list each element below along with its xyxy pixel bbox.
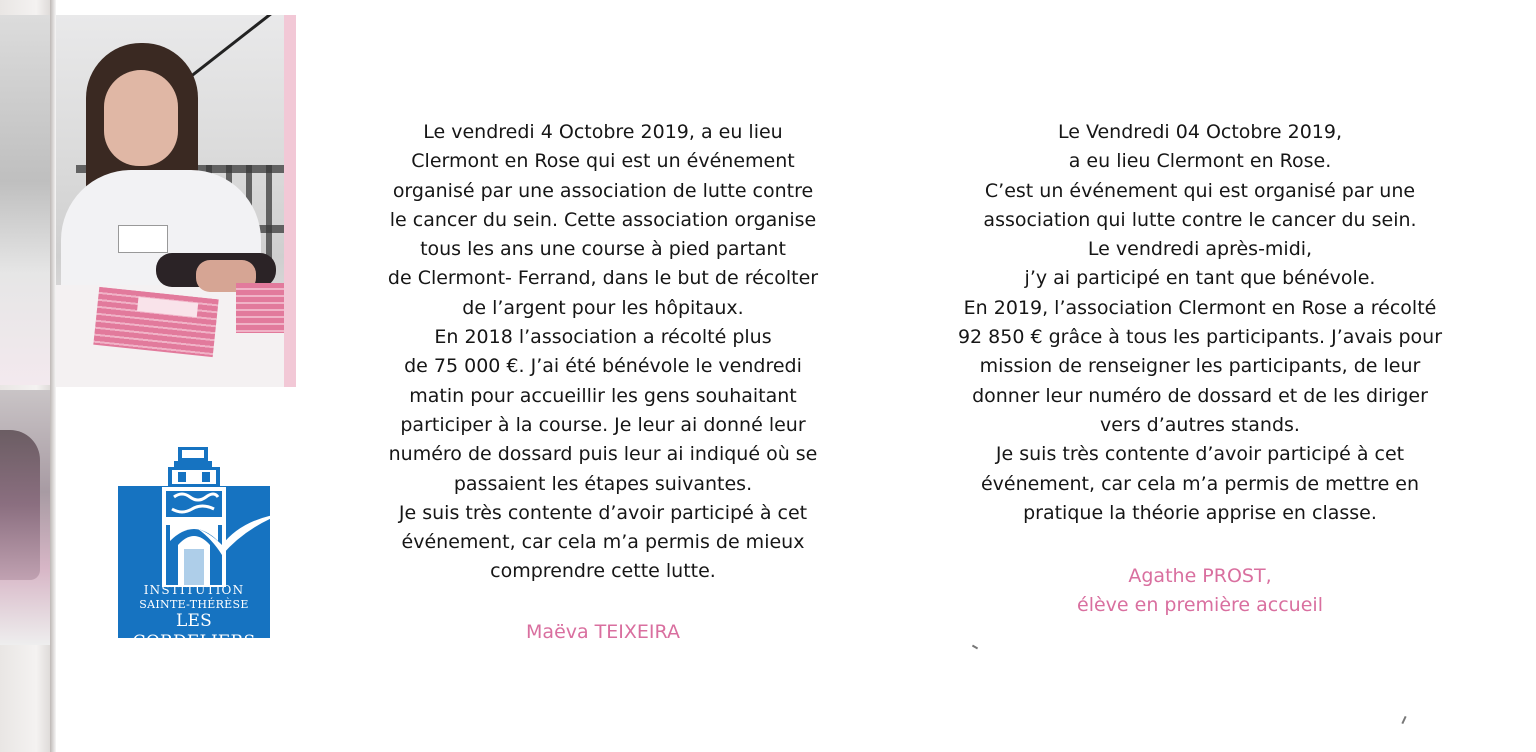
bib-stack (93, 287, 218, 357)
testimonial-line: Le vendredi 4 Octobre 2019, a eu lieu (423, 121, 783, 143)
signature-name: Agathe PROST, (1128, 565, 1272, 587)
testimonial-line: comprendre cette lutte. (490, 560, 716, 583)
testimonial-maeva (333, 118, 873, 587)
logo-caption (118, 583, 270, 653)
signature-role: élève en première accueil (1077, 594, 1323, 616)
testimonial-line: organisé par une association de lutte contre (392, 179, 814, 202)
logo-text-les-cordeliers: LES CORDELIERS (132, 611, 256, 652)
testimonial-line: tous les ans une course à pied partant (420, 238, 786, 261)
testimonial-line: donner leur numéro de dossard et de les diriger (972, 384, 1428, 407)
adjacent-page-photo-top (0, 15, 52, 385)
school-logo (118, 445, 270, 652)
testimonial-line: En 2019, l’association Clermont en Rose a récolté (963, 296, 1437, 319)
bib-number-label (137, 297, 198, 317)
logo-text-institution: INSTITUTION (143, 583, 245, 597)
print-speck (1401, 716, 1406, 724)
testimonial-line: Clermont en Rose qui est un événement (411, 150, 795, 173)
testimonial-line: Le Vendredi 04 Octobre 2019, (1057, 121, 1343, 143)
testimonial-line: Le vendredi après-midi, (1087, 238, 1313, 261)
testimonial-line: de l’argent pour les hôpitaux. (462, 296, 744, 319)
print-speck (972, 645, 978, 650)
photo-figure (0, 430, 40, 580)
testimonial-line: C’est un événement qui est organisé par une (984, 179, 1416, 202)
testimonial-line: association qui lutte contre le cancer du sein. (983, 208, 1417, 231)
volunteer-photo (56, 15, 284, 387)
testimonial-line: mission de renseigner les participants, de leur (979, 355, 1421, 378)
adjacent-page-photo-bottom (0, 390, 52, 645)
signature-maeva (433, 618, 773, 647)
testimonial-line: pratique la théorie apprise en classe. (1023, 501, 1377, 524)
testimonial-line: événement, car cela m’a permis de mieux (401, 531, 805, 554)
testimonial-line: participer à la course. Je leur ai donné leur (400, 413, 806, 436)
testimonial-line: a eu lieu Clermont en Rose. (1068, 150, 1332, 173)
testimonial-line: passaient les étapes suivantes. (453, 472, 753, 495)
bib-stack (236, 283, 284, 333)
signature-name: Maëva TEIXEIRA (526, 621, 680, 643)
testimonial-line: En 2018 l’association a récolté plus (434, 326, 772, 349)
testimonial-line: événement, car cela m’a permis de mettre en (980, 472, 1420, 495)
testimonial-line: Je suis très contente d’avoir participé à cet (995, 443, 1405, 466)
testimonial-agathe (900, 118, 1500, 528)
testimonial-line: le cancer du sein. Cette association organise (389, 208, 817, 231)
photo-name-badge (118, 225, 168, 253)
testimonial-line: de 75 000 €. J’ai été bénévole le vendredi (404, 355, 802, 378)
testimonial-line: vers d’autres stands. (1100, 413, 1300, 436)
testimonial-line: matin pour accueillir les gens souhaitant (409, 384, 797, 407)
photo-pink-border (284, 15, 296, 387)
testimonial-line: j’y ai participé en tant que bénévole. (1024, 267, 1376, 290)
signature-agathe (1020, 562, 1380, 620)
photo-face (104, 70, 178, 166)
logo-text-sainte-therese: SAINTE-THÉRÈSE (139, 598, 249, 611)
testimonial-line: Je suis très contente d’avoir participé à cet (398, 501, 808, 524)
testimonial-line: 92 850 € grâce à tous les participants. J’avais pour (957, 326, 1443, 349)
testimonial-line: numéro de dossard puis leur ai indiqué où se (388, 443, 818, 466)
building-icon (118, 445, 270, 595)
testimonial-line: de Clermont- Ferrand, dans le but de récolter (387, 267, 819, 290)
